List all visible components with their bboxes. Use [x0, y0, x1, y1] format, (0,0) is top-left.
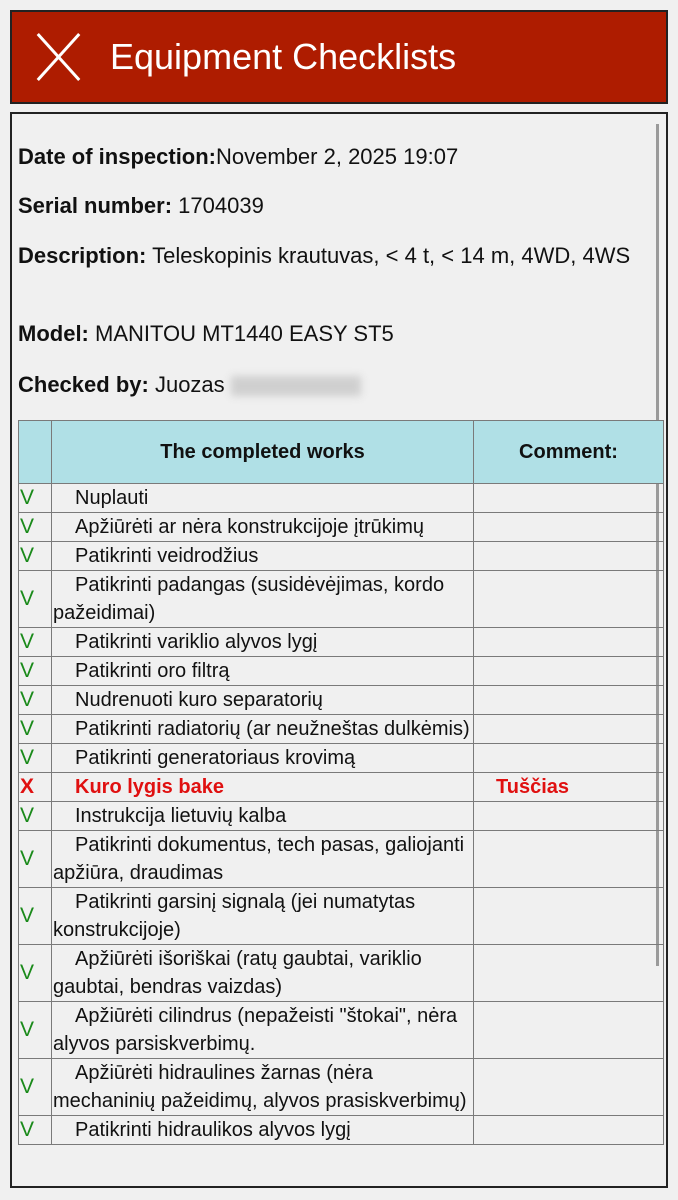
close-icon[interactable]	[34, 32, 84, 82]
header-mark	[19, 421, 52, 484]
serial-row	[18, 192, 264, 220]
date-label: Date of inspection:	[18, 144, 217, 169]
table-row[interactable]	[19, 715, 664, 744]
comment-cell	[474, 945, 664, 1002]
comment-cell	[474, 484, 664, 513]
work-text: Instrukcija lietuvių kalba	[52, 802, 474, 831]
comment-cell	[474, 715, 664, 744]
table-header	[19, 421, 664, 484]
status-mark: V	[19, 945, 52, 1002]
comment-cell	[474, 831, 664, 888]
table-row[interactable]	[19, 1116, 664, 1145]
status-mark: V	[19, 628, 52, 657]
status-mark: V	[19, 802, 52, 831]
table-row[interactable]	[19, 888, 664, 945]
status-mark: V	[19, 1059, 52, 1116]
status-mark: V	[19, 571, 52, 628]
work-text: Patikrinti garsinį signalą (jei numatytas konstrukcijoje)	[52, 888, 474, 945]
status-mark: V	[19, 686, 52, 715]
comment-cell	[474, 571, 664, 628]
checked-row	[18, 371, 361, 399]
header-comment: Comment:	[474, 421, 664, 484]
status-mark: V	[19, 715, 52, 744]
work-text: Patikrinti oro filtrą	[52, 657, 474, 686]
table-row[interactable]	[19, 571, 664, 628]
work-text: Apžiūrėti cilindrus (nepažeisti "štokai", nėra alyvos parsiskverbimų.	[52, 1002, 474, 1059]
table-row[interactable]	[19, 802, 664, 831]
table-row[interactable]	[19, 484, 664, 513]
work-text: Apžiūrėti hidraulines žarnas (nėra mechaninių pažeidimų, alyvos prasiskverbimų)	[52, 1059, 474, 1116]
work-text: Patikrinti variklio alyvos lygį	[52, 628, 474, 657]
status-mark: V	[19, 513, 52, 542]
date-value: November 2, 2025 19:07	[216, 144, 459, 169]
comment-cell	[474, 1059, 664, 1116]
description-label: Description:	[18, 243, 147, 268]
work-text: Patikrinti veidrodžius	[52, 542, 474, 571]
app-header	[10, 10, 668, 104]
table-row[interactable]	[19, 744, 664, 773]
status-mark: V	[19, 657, 52, 686]
comment-cell	[474, 1116, 664, 1145]
checked-label: Checked by:	[18, 372, 149, 397]
table-row[interactable]	[19, 513, 664, 542]
comment-cell: Tuščias	[474, 773, 664, 802]
serial-label: Serial number:	[18, 193, 173, 218]
comment-cell	[474, 1002, 664, 1059]
status-mark: V	[19, 484, 52, 513]
model-value: MANITOU MT1440 EASY ST5	[95, 321, 394, 346]
work-text: Kuro lygis bake	[52, 773, 474, 802]
comment-cell	[474, 744, 664, 773]
status-mark: V	[19, 888, 52, 945]
status-mark: V	[19, 744, 52, 773]
comment-cell	[474, 513, 664, 542]
work-text: Nuplauti	[52, 484, 474, 513]
comment-cell	[474, 657, 664, 686]
table-row[interactable]	[19, 945, 664, 1002]
redacted-surname	[231, 376, 361, 396]
status-mark: X	[19, 773, 52, 802]
work-text: Patikrinti hidraulikos alyvos lygį	[52, 1116, 474, 1145]
status-mark: V	[19, 1002, 52, 1059]
model-row	[18, 320, 394, 348]
work-text: Apžiūrėti ar nėra konstrukcijoje įtrūkimų	[52, 513, 474, 542]
page-title: Equipment Checklists	[110, 36, 457, 77]
comment-cell	[474, 686, 664, 715]
checklist-table	[18, 420, 664, 1145]
table-row[interactable]	[19, 542, 664, 571]
work-text: Apžiūrėti išoriškai (ratų gaubtai, variklio gaubtai, bendras vaizdas)	[52, 945, 474, 1002]
checked-value: Juozas	[154, 372, 225, 397]
status-mark: V	[19, 542, 52, 571]
date-row	[18, 143, 458, 171]
comment-cell	[474, 888, 664, 945]
table-row[interactable]	[19, 628, 664, 657]
work-text: Patikrinti radiatorių (ar neužneštas dulkėmis)	[52, 715, 474, 744]
table-row[interactable]	[19, 657, 664, 686]
comment-cell	[474, 802, 664, 831]
header-works: The completed works	[52, 421, 474, 484]
comment-cell	[474, 542, 664, 571]
model-label: Model:	[18, 321, 89, 346]
table-row[interactable]	[19, 773, 664, 802]
table-row[interactable]	[19, 1002, 664, 1059]
status-mark: V	[19, 831, 52, 888]
work-text: Patikrinti generatoriaus krovimą	[52, 744, 474, 773]
work-text: Nudrenuoti kuro separatorių	[52, 686, 474, 715]
work-text: Patikrinti dokumentus, tech pasas, galiojanti apžiūra, draudimas	[52, 831, 474, 888]
table-row[interactable]	[19, 831, 664, 888]
description-value: Teleskopinis krautuvas, < 4 t, < 14 m, 4WD, 4WS	[152, 243, 631, 268]
checklist-panel[interactable]	[10, 112, 668, 1188]
work-text: Patikrinti padangas (susidėvėjimas, kordo pažeidimai)	[52, 571, 474, 628]
comment-cell	[474, 628, 664, 657]
description-row	[18, 242, 648, 270]
table-row[interactable]	[19, 1059, 664, 1116]
table-row[interactable]	[19, 686, 664, 715]
status-mark: V	[19, 1116, 52, 1145]
serial-value: 1704039	[178, 193, 264, 218]
